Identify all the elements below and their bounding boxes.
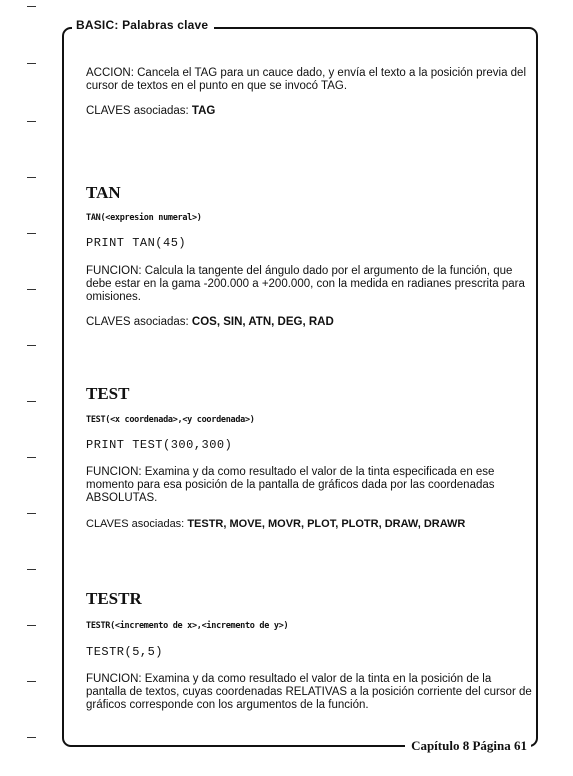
header-title: BASIC: Palabras clave [72,18,214,32]
syntax-testr: TESTR(<incremento de x>,<incremento de y>) [86,621,289,631]
footer-page-label: Capítulo 8 Página 61 [405,738,531,754]
margin-tick [27,401,36,402]
section-title-tan: TAN [86,183,121,202]
margin-tick [27,121,36,122]
accion-claves [86,105,532,118]
section-title-test: TEST [86,384,130,403]
function-testr-wrap [86,673,532,712]
claves-label: CLAVES asociadas: [86,316,189,328]
margin-tick [27,457,36,458]
claves-label: CLAVES asociadas: [86,105,189,117]
function-tan: FUNCION: Calcula la tangente del ángulo dado por el argumento de la función, que debe estar en la gama -200.000 a +200.000, con la medida en radianes prescrita para omisiones. [86,265,525,303]
margin-tick [27,681,36,682]
function-test-wrap [86,466,532,505]
margin-tick [27,233,36,234]
margin-tick [27,345,36,346]
margin-tick [27,177,36,178]
syntax-tan: TAN(<expresion numeral>) [86,213,202,223]
function-tan-wrap [86,265,532,304]
margin-tick [27,625,36,626]
accion-section [86,67,532,93]
margin-tick [27,289,36,290]
claves-test [86,518,532,531]
section-title-testr: TESTR [86,589,142,608]
claves-keywords: TAG [191,105,216,117]
syntax-test: TEST(<x coordenada>,<y coordenada>) [86,415,255,425]
claves-tan [86,316,532,329]
example-testr: TESTR(5,5) [86,645,164,659]
example-tan: PRINT TAN(45) [86,236,187,250]
margin-tick [27,513,36,514]
margin-tick [27,63,36,64]
function-test: FUNCION: Examina y da como resultado el valor de la tinta especificada en ese momento para esa posición de la pantalla de gráficos dada por las coordenadas ABSOLUTAS. [86,466,495,504]
margin-tick [27,737,36,738]
margin-tick [27,569,36,570]
claves-keywords: COS, SIN, ATN, DEG, RAD [191,316,334,328]
accion-text: ACCION: Cancela el TAG para un cauce dado, y envía el texto a la posición previa del cursor de textos en el punto en que se invocó TAG. [86,67,527,92]
claves-label: CLAVES asociadas: [86,518,185,530]
example-test: PRINT TEST(300,300) [86,438,233,452]
margin-tick [27,6,36,7]
claves-keywords: TESTR, MOVE, MOVR, PLOT, PLOTR, DRAW, DRAWR [187,518,466,530]
function-testr: FUNCION: Examina y da como resultado el valor de la tinta en la posición de la pantalla de textos, cuyas coordenadas RELATIVAS a la posición corriente del cursor de gráficos corresponde con los argumentos de la función. [86,673,532,711]
